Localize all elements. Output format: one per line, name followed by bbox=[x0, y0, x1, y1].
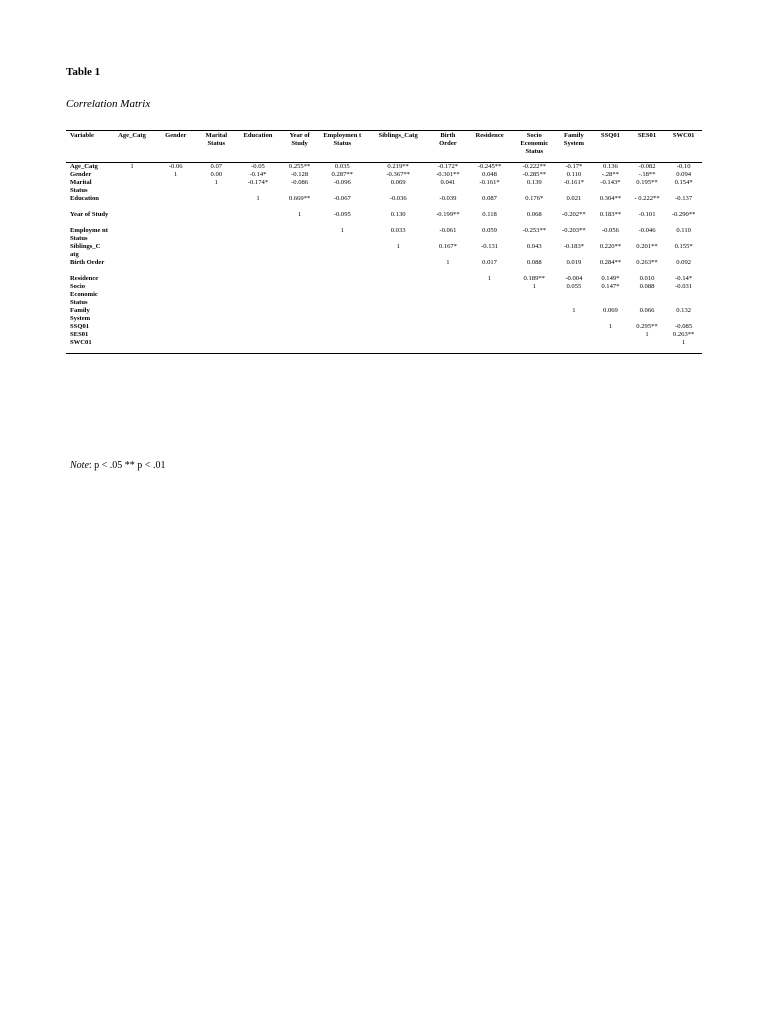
row-label: Socio Economic Status bbox=[70, 283, 98, 306]
table-cell bbox=[281, 283, 318, 307]
table-cell: -0.367** bbox=[386, 171, 410, 178]
table-cell bbox=[111, 243, 154, 259]
table-cell bbox=[367, 339, 430, 354]
table-cell: 1 bbox=[174, 171, 178, 178]
table-cell bbox=[198, 307, 235, 323]
table-cell bbox=[430, 331, 467, 339]
table-row bbox=[66, 275, 702, 283]
table-cell bbox=[235, 323, 282, 331]
table-cell: 0.263** bbox=[672, 331, 695, 338]
table-cell bbox=[466, 323, 513, 331]
table-cell bbox=[111, 323, 154, 331]
table-cell bbox=[153, 243, 198, 259]
table-cell bbox=[198, 259, 235, 275]
column-header: Year of Study bbox=[281, 131, 318, 163]
table-cell: -0.086 bbox=[291, 179, 309, 186]
table-cell: 0.255** bbox=[288, 163, 311, 170]
table-cell bbox=[367, 259, 430, 275]
table-cell bbox=[198, 211, 235, 227]
table-row bbox=[66, 283, 702, 307]
table-cell: -0.10 bbox=[676, 163, 691, 170]
table-cell: -0.039 bbox=[439, 195, 457, 202]
table-cell bbox=[592, 339, 629, 354]
table-cell: 0.219** bbox=[387, 163, 409, 170]
table-cell: -0.067 bbox=[333, 195, 351, 202]
table-cell bbox=[466, 283, 513, 307]
table-cell: 1 bbox=[532, 283, 536, 290]
table-cell: 0.048 bbox=[482, 171, 497, 178]
table-cell: 0.263** bbox=[636, 259, 658, 266]
table-cell bbox=[111, 331, 154, 339]
table-cell: 0.130 bbox=[390, 211, 406, 218]
table-cell: 0.155* bbox=[674, 243, 693, 250]
table-cell: 0.092 bbox=[676, 259, 692, 266]
table-cell bbox=[198, 323, 235, 331]
table-cell: -.18** bbox=[638, 171, 656, 178]
table-cell bbox=[367, 283, 430, 307]
row-label: Education bbox=[70, 195, 99, 202]
table-cell bbox=[556, 323, 593, 331]
table-cell bbox=[513, 331, 556, 339]
header-row bbox=[66, 131, 702, 163]
table-cell: -0.290** bbox=[671, 211, 696, 218]
table-cell: 0.041 bbox=[440, 179, 456, 186]
table-cell: 0.033 bbox=[390, 227, 406, 234]
table-cell: 0.195** bbox=[636, 179, 658, 186]
table-row bbox=[66, 179, 702, 195]
row-label: Age_Catg bbox=[70, 163, 98, 170]
row-label: Employme nt Status bbox=[70, 227, 108, 242]
table-cell bbox=[281, 339, 318, 354]
table-cell bbox=[111, 171, 154, 179]
table-cell: 0.088 bbox=[526, 259, 542, 266]
row-label: SWC01 bbox=[66, 339, 111, 354]
table-cell bbox=[235, 243, 282, 259]
row-label: SSQ01 bbox=[70, 323, 90, 330]
table-cell: -0.05 bbox=[251, 163, 265, 170]
table-cell bbox=[430, 283, 467, 307]
table-cell bbox=[153, 307, 198, 323]
table-cell bbox=[153, 227, 198, 243]
table-cell bbox=[198, 243, 235, 259]
row-label: Year of Study bbox=[70, 211, 109, 218]
table-cell: 0.183** bbox=[599, 211, 622, 218]
table-cell bbox=[235, 331, 282, 339]
table-cell: 0.304** bbox=[599, 195, 622, 202]
table-cell: 0.139 bbox=[526, 179, 542, 186]
table-cell: 1 bbox=[608, 323, 613, 330]
table-cell: 0.066 bbox=[639, 307, 655, 314]
table-cell: -0.131 bbox=[481, 243, 499, 250]
table-cell: 0.147* bbox=[601, 283, 620, 290]
table-cell bbox=[281, 275, 318, 283]
table-cell: -0.199** bbox=[436, 211, 460, 218]
column-header: Family System bbox=[556, 131, 593, 163]
table-cell: -0.082 bbox=[638, 163, 656, 170]
table-cell: 0.069 bbox=[603, 307, 618, 314]
table-cell: -0.046 bbox=[638, 227, 656, 234]
table-row bbox=[66, 195, 702, 211]
table-cell: -0.095 bbox=[333, 211, 351, 218]
table-cell: -0.101 bbox=[638, 211, 656, 218]
table-cell bbox=[153, 275, 198, 283]
table-cell: -0.004 bbox=[565, 275, 583, 282]
table-cell: 0.043 bbox=[526, 243, 542, 250]
table-row bbox=[66, 243, 702, 259]
table-cell bbox=[198, 195, 235, 211]
table-cell bbox=[430, 275, 467, 283]
table-body bbox=[66, 163, 702, 354]
table-cell bbox=[111, 179, 154, 195]
table-cell bbox=[153, 195, 198, 211]
table-cell bbox=[466, 307, 513, 323]
table-cell bbox=[198, 331, 235, 339]
table-cell: 0.094 bbox=[676, 171, 692, 178]
table-cell: -0.17* bbox=[565, 163, 583, 170]
table-title: Table 1 bbox=[66, 66, 101, 78]
table-cell bbox=[153, 259, 198, 275]
table-cell bbox=[235, 339, 282, 354]
table-cell: -0.14* bbox=[249, 171, 267, 178]
table-cell: 0.136 bbox=[603, 163, 618, 170]
table-cell bbox=[281, 323, 318, 331]
table-cell: 0.059 bbox=[482, 227, 497, 234]
row-label: Residence bbox=[70, 275, 99, 282]
table-row bbox=[66, 211, 702, 227]
table-cell: 0.110 bbox=[676, 227, 691, 234]
table-cell bbox=[153, 331, 198, 339]
table-cell: 0.167* bbox=[438, 243, 457, 250]
table-cell: -0.301** bbox=[436, 171, 460, 178]
table-cell: 0.07 bbox=[210, 163, 223, 170]
row-label: Birth Order bbox=[70, 259, 105, 266]
table-cell bbox=[111, 275, 154, 283]
table-cell bbox=[367, 331, 430, 339]
table-cell bbox=[318, 323, 367, 331]
table-cell bbox=[111, 195, 154, 211]
table-cell bbox=[153, 179, 198, 195]
table-cell bbox=[318, 283, 367, 307]
table-cell: 0.017 bbox=[482, 259, 497, 266]
column-header: Marital Status bbox=[198, 131, 235, 163]
table-cell bbox=[513, 323, 556, 331]
table-row bbox=[66, 339, 702, 354]
table-cell bbox=[513, 307, 556, 323]
table-cell bbox=[281, 227, 318, 243]
row-label: Siblings_C atg bbox=[70, 243, 101, 258]
table-row bbox=[66, 171, 702, 179]
table-cell: -.28** bbox=[601, 171, 619, 178]
table-cell bbox=[111, 211, 154, 227]
column-header: Gender bbox=[153, 131, 198, 163]
table-cell: 0.287** bbox=[331, 171, 353, 178]
table-cell: 1 bbox=[645, 331, 649, 338]
table-cell bbox=[367, 323, 430, 331]
table-cell bbox=[556, 331, 593, 339]
table-cell bbox=[111, 259, 154, 275]
column-header: SES01 bbox=[629, 131, 666, 163]
table-cell: -0.222** bbox=[522, 163, 547, 170]
table-cell: 1 bbox=[487, 275, 492, 282]
table-cell: 0.149* bbox=[601, 275, 620, 282]
table-cell: 0.118 bbox=[482, 211, 497, 218]
table-cell: - 0.222** bbox=[634, 195, 660, 202]
table-row bbox=[66, 227, 702, 243]
table-cell bbox=[556, 339, 593, 354]
table-cell bbox=[153, 211, 198, 227]
table-cell: 1 bbox=[214, 179, 218, 186]
table-cell: 0.110 bbox=[566, 171, 582, 178]
table-cell bbox=[153, 323, 198, 331]
table-cell bbox=[466, 331, 513, 339]
table-cell: -0.253** bbox=[522, 227, 547, 234]
table-note bbox=[70, 460, 165, 471]
table-row bbox=[66, 259, 702, 275]
table-cell bbox=[629, 339, 666, 354]
table-cell bbox=[153, 283, 198, 307]
table-row bbox=[66, 331, 702, 339]
table-cell bbox=[513, 339, 556, 354]
column-header: Variable bbox=[66, 131, 111, 163]
table-cell: 1 bbox=[572, 307, 576, 314]
table-cell: -0.285** bbox=[522, 171, 547, 178]
table-cell: -0.183* bbox=[563, 243, 585, 250]
table-cell: 1 bbox=[256, 195, 260, 202]
table-cell bbox=[430, 323, 467, 331]
table-cell: 0.088 bbox=[639, 283, 655, 290]
table-cell: 1 bbox=[340, 227, 344, 234]
table-cell: 0.055 bbox=[566, 283, 582, 290]
row-label: Gender bbox=[70, 171, 92, 178]
table-cell: 1 bbox=[665, 339, 702, 354]
table-cell: 0.295** bbox=[636, 323, 658, 330]
table-cell bbox=[235, 283, 282, 307]
table-cell: 0.176* bbox=[525, 195, 544, 202]
table-cell bbox=[111, 227, 154, 243]
table-cell: -0.172* bbox=[437, 163, 459, 170]
table-cell: -0.128 bbox=[291, 171, 309, 178]
table-cell: 0.087 bbox=[482, 195, 497, 202]
table-cell bbox=[318, 339, 367, 354]
table-cell: 1 bbox=[396, 243, 400, 250]
table-cell: -0.061 bbox=[439, 227, 457, 234]
table-cell bbox=[281, 307, 318, 323]
table-cell bbox=[153, 339, 198, 354]
correlation-table bbox=[66, 130, 702, 354]
column-header: SWC01 bbox=[665, 131, 702, 163]
note-text: : p < .05 ** p < .01 bbox=[88, 460, 166, 471]
table-cell bbox=[111, 283, 154, 307]
table-cell bbox=[318, 243, 367, 259]
table-cell: 0.189** bbox=[523, 275, 545, 282]
column-header: Socio Economic Status bbox=[513, 131, 556, 163]
table-cell: -0.137 bbox=[675, 195, 693, 202]
table-cell: -0.161* bbox=[479, 179, 500, 186]
table-cell: 0.201** bbox=[636, 243, 658, 250]
table-cell bbox=[318, 275, 367, 283]
table-cell bbox=[235, 307, 282, 323]
table-cell bbox=[318, 331, 367, 339]
column-header: Employmen t Status bbox=[318, 131, 367, 163]
table-cell: 0.069 bbox=[390, 179, 406, 186]
table-cell: 0.154* bbox=[674, 179, 693, 186]
table-cell bbox=[367, 275, 430, 283]
table-cell bbox=[430, 339, 467, 354]
table-cell: 0.669** bbox=[288, 195, 311, 202]
column-header: SSQ01 bbox=[592, 131, 629, 163]
table-cell: -0.14* bbox=[675, 275, 693, 282]
table-cell: -0.203** bbox=[562, 227, 586, 234]
table-cell: 0.284** bbox=[599, 259, 622, 266]
table-cell bbox=[235, 227, 282, 243]
table-cell: 0.132 bbox=[676, 307, 692, 314]
table-cell bbox=[281, 259, 318, 275]
table-cell bbox=[111, 339, 154, 354]
table-cell bbox=[318, 259, 367, 275]
table-cell bbox=[430, 307, 467, 323]
table-subtitle: Correlation Matrix bbox=[66, 98, 151, 110]
table-cell: 0.00 bbox=[210, 171, 223, 178]
table-cell: -0.245** bbox=[477, 163, 502, 170]
table-cell: 0.021 bbox=[566, 195, 582, 202]
table-cell bbox=[281, 331, 318, 339]
table-cell: -0.161* bbox=[563, 179, 585, 186]
table-cell bbox=[198, 227, 235, 243]
column-header: Birth Order bbox=[430, 131, 467, 163]
row-label: Marital Status bbox=[70, 179, 92, 194]
correlation-table-container bbox=[66, 130, 702, 354]
table-cell bbox=[235, 259, 282, 275]
column-header: Residence bbox=[466, 131, 513, 163]
table-cell: 0.068 bbox=[526, 211, 542, 218]
table-cell: -0.096 bbox=[333, 179, 351, 186]
table-row bbox=[66, 163, 702, 172]
table-cell bbox=[198, 275, 235, 283]
table-cell bbox=[592, 331, 629, 339]
table-cell: -0.174* bbox=[247, 179, 269, 186]
table-row bbox=[66, 323, 702, 331]
column-header: Siblings_Catg bbox=[367, 131, 430, 163]
table-cell: 0.220** bbox=[599, 243, 622, 250]
table-cell: -0.143* bbox=[600, 179, 621, 186]
table-cell: -0.06 bbox=[168, 163, 183, 170]
table-cell bbox=[198, 339, 235, 354]
table-cell bbox=[367, 307, 430, 323]
table-row bbox=[66, 307, 702, 323]
table-cell: -0.202** bbox=[562, 211, 586, 218]
table-cell: 1 bbox=[446, 259, 450, 266]
table-cell: -0.031 bbox=[675, 283, 693, 290]
table-cell: 0.035 bbox=[334, 163, 350, 170]
table-cell: 1 bbox=[297, 211, 302, 218]
table-cell: -0.085 bbox=[675, 323, 693, 330]
table-cell bbox=[466, 339, 513, 354]
column-header: Education bbox=[235, 131, 282, 163]
table-cell: 0.010 bbox=[639, 275, 655, 282]
table-cell: 1 bbox=[130, 163, 134, 170]
table-cell bbox=[235, 211, 282, 227]
table-cell bbox=[235, 275, 282, 283]
table-cell: 0.019 bbox=[566, 259, 582, 266]
table-cell bbox=[318, 307, 367, 323]
table-cell bbox=[111, 307, 154, 323]
table-cell: -0.036 bbox=[389, 195, 407, 202]
row-label: Family System bbox=[70, 307, 91, 322]
column-header: Age_Catg bbox=[111, 131, 154, 163]
row-label: SES01 bbox=[70, 331, 89, 338]
note-label: Note bbox=[70, 460, 89, 471]
table-cell bbox=[198, 283, 235, 307]
table-cell: -0.056 bbox=[601, 227, 619, 234]
table-cell bbox=[281, 243, 318, 259]
